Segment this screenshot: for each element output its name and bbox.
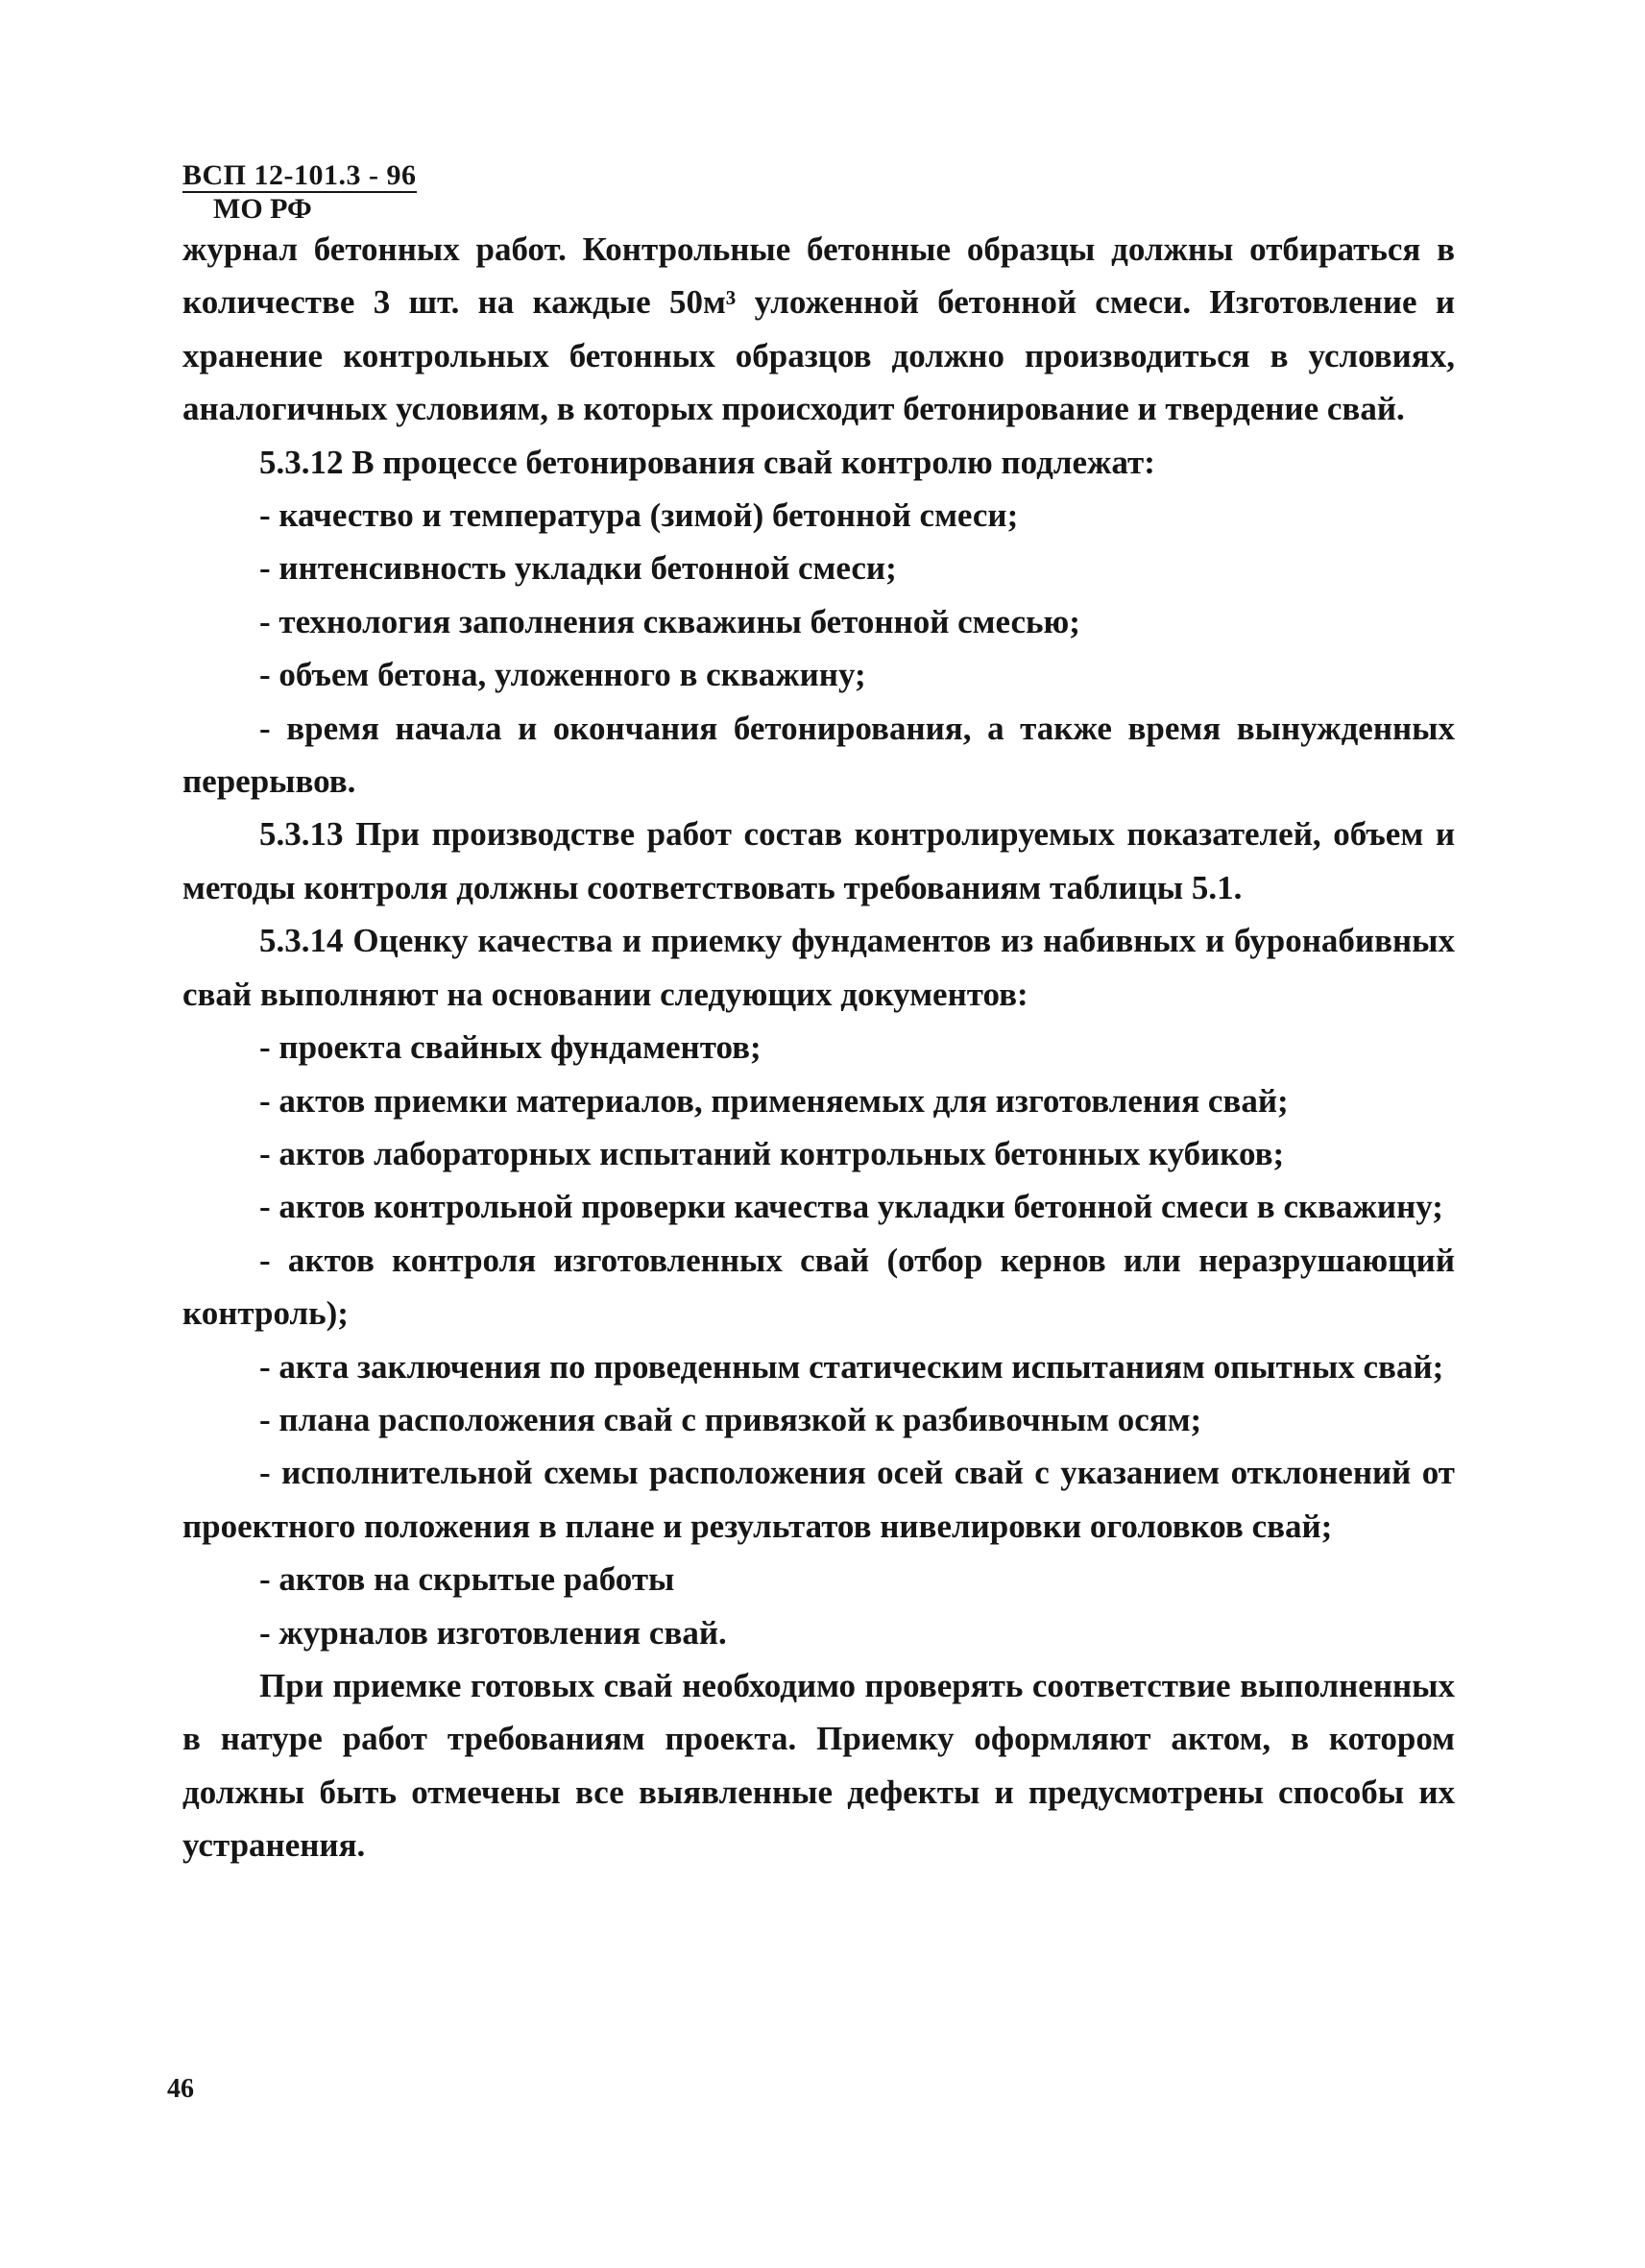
- list-item: - плана расположения свай с привязкой к разбивочным осям;: [259, 1400, 1202, 1438]
- list-item: - актов контрольной проверки качества укладки бетонной смеси в скважину;: [259, 1188, 1443, 1226]
- organization-label: МО РФ: [213, 193, 312, 225]
- list-item: - журналов изготовления свай.: [259, 1613, 727, 1652]
- list-item: - актов приемки материалов, применяемых для изготовления свай;: [259, 1081, 1289, 1120]
- list-item: - объем бетона, уложенного в скважину;: [259, 656, 866, 694]
- list-item: - актов лабораторных испытаний контрольных бетонных кубиков;: [259, 1134, 1285, 1172]
- clause-5-3-13: 5.3.13 При производстве работ состав контролируемых показателей, объем и методы контроля должны соответствовать требованиям таблицы 5.1.: [182, 815, 1455, 906]
- list-item: - проекта свайных фундаментов;: [259, 1028, 762, 1067]
- list-item: - интенсивность укладки бетонной смеси;: [259, 549, 897, 588]
- document-header: [182, 161, 417, 224]
- paragraph-continuation: журнал бетонных работ. Контрольные бетонные образцы должны отбираться в количестве 3 шт. на каждые 50м³ уложенной бетонной смеси. Изготовление и хранение контрольных бетонных образцов должно производиться в условиях, аналогичных условиям, в которых происходит бетонирование и твердение свай.: [182, 230, 1455, 428]
- document-code: ВСП 12-101.3 - 96: [182, 159, 417, 191]
- list-item: - актов на скрытые работы: [259, 1560, 675, 1599]
- list-item: - качество и температура (зимой) бетонной смеси;: [259, 496, 1019, 535]
- list-item: - актов контроля изготовленных свай (отбор кернов или неразрушающий контроль);: [182, 1241, 1455, 1333]
- list-item: - акта заключения по проведенным статическим испытаниям опытных свай;: [259, 1347, 1444, 1386]
- closing-paragraph: При приемке готовых свай необходимо проверять соответствие выполненных в натуре работ требованиям проекта. Приемку оформляют актом, в котором должны быть отмечены все выявленные дефекты и предусмотрены способы их устранения.: [182, 1666, 1455, 1865]
- page-number: 46: [167, 2074, 194, 2104]
- clause-5-3-14: 5.3.14 Оценку качества и приемку фундаментов из набивных и буронабивных свай выполняют на основании следующих документов:: [182, 922, 1455, 1013]
- clause-5-3-12: 5.3.12 В процессе бетонирования свай контролю подлежат:: [259, 443, 1155, 481]
- list-item: - время начала и окончания бетонирования, а также время вынужденных перерывов.: [182, 709, 1455, 801]
- document-body: [182, 223, 1455, 1872]
- list-item: - технология заполнения скважины бетонной смесью;: [259, 602, 1080, 640]
- list-item: - исполнительной схемы расположения осей свай с указанием отклонений от проектного положения в плане и результатов нивелировки оголовков свай;: [182, 1454, 1455, 1545]
